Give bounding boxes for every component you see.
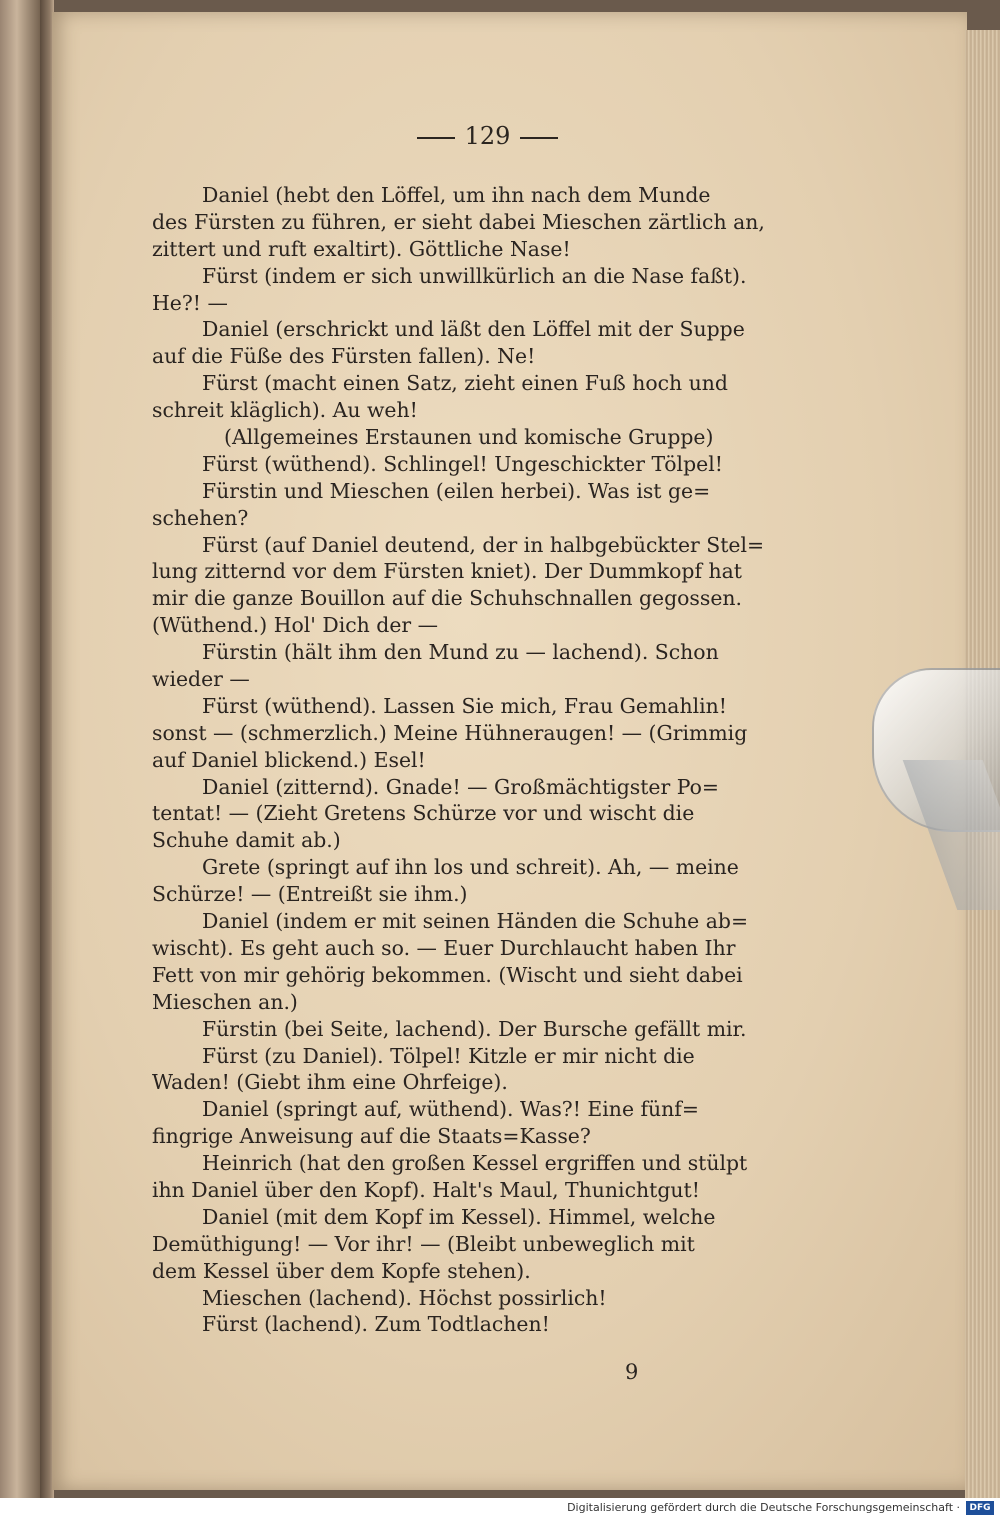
text-line: Fett von mir gehörig bekommen. (Wischt und sieht dabei	[152, 962, 743, 987]
text-line: wischt). Es geht auch so. — Euer Durchlaucht haben Ihr	[152, 935, 736, 960]
text-line: mir die ganze Bouillon auf die Schuhschnallen gegossen.	[152, 586, 743, 611]
text-line: auf die Füße des Fürsten fallen). Ne!	[152, 344, 536, 369]
text-line: Daniel (springt auf, wüthend). Was?! Eine fünf=	[202, 1097, 699, 1122]
text-line: Demüthigung! — Vor ihr! — (Bleibt unbeweglich mit	[152, 1231, 695, 1256]
text-line: Fürst (indem er sich unwillkürlich an die Nase faßt).	[202, 263, 747, 288]
text-line: Schürze! — (Entreißt sie ihm.)	[152, 882, 468, 907]
text-line: Fürstin (bei Seite, lachend). Der Bursche gefällt mir.	[202, 1016, 747, 1041]
text-line: Daniel (erschrickt und läßt den Löffel mit der Suppe	[202, 317, 745, 342]
text-line: des Fürsten zu führen, er sieht dabei Mieschen zärtlich an,	[152, 209, 765, 234]
signature-mark: 9	[625, 1360, 639, 1384]
text-line: Grete (springt auf ihn los und schreit). Ah, — meine	[202, 855, 739, 880]
text-line: schehen?	[152, 505, 249, 530]
ornament-left-icon	[417, 137, 455, 139]
text-line: Fürst (auf Daniel deutend, der in halbgebückter Stel=	[202, 532, 765, 557]
footer-credit: Digitalisierung gefördert durch die Deutsche Forschungsgemeinschaft ·	[567, 1501, 960, 1514]
text-line: ihn Daniel über den Kopf). Halt's Maul, Thunichtgut!	[152, 1177, 700, 1202]
text-line: Mieschen an.)	[152, 989, 298, 1014]
text-line: Fürstin (hält ihm den Mund zu — lachend). Schon	[202, 640, 719, 665]
dfg-logo-icon: DFG	[966, 1501, 994, 1515]
text-line: He?! —	[152, 290, 228, 315]
text-line: schreit kläglich). Au weh!	[152, 398, 418, 423]
text-line: Daniel (hebt den Löffel, um ihn nach dem Munde	[202, 183, 711, 207]
text-line: zittert und ruft exaltirt). Göttliche Nase!	[152, 236, 571, 261]
text-line: Heinrich (hat den großen Kessel ergriffen und stülpt	[202, 1151, 748, 1176]
text-line: tentat! — (Zieht Gretens Schürze vor und wischt die	[152, 801, 695, 826]
text-line: Fürst (lachend). Zum Todtlachen!	[202, 1312, 550, 1337]
text-line: Fürst (wüthend). Schlingel! Ungeschickter Tölpel!	[202, 451, 723, 476]
text-line: auf Daniel blickend.) Esel!	[152, 747, 426, 772]
text-line: Schuhe damit ab.)	[152, 828, 341, 853]
text-line: Fürst (macht einen Satz, zieht einen Fuß hoch und	[202, 371, 728, 396]
text-line: wieder —	[152, 667, 250, 692]
text-line: fingrige Anweisung auf die Staats=Kasse?	[152, 1124, 591, 1149]
text-line: (Wüthend.) Hol' Dich der —	[152, 613, 439, 638]
text-line: sonst — (schmerzlich.) Meine Hühneraugen! — (Grimmig	[152, 720, 748, 745]
text-line: Fürstin und Mieschen (eilen herbei). Was ist ge=	[202, 478, 711, 503]
text-line: dem Kessel über dem Kopfe stehen).	[152, 1258, 531, 1283]
text-line: Daniel (mit dem Kopf im Kessel). Himmel, welche	[202, 1204, 716, 1229]
text-line: (Allgemeines Erstaunen und komische Gruppe)	[224, 425, 714, 450]
text-line: Daniel (indem er mit seinen Händen die Schuhe ab=	[202, 909, 749, 934]
facing-page-edge	[0, 0, 42, 1498]
text-line: Daniel (zitternd). Gnade! — Großmächtigster Po=	[202, 774, 719, 799]
ornament-right-icon	[520, 137, 558, 139]
text-line: lung zitternd vor dem Fürsten kniet). Der Dummkopf hat	[152, 559, 742, 584]
text-line: Mieschen (lachend). Höchst possirlich!	[202, 1285, 607, 1310]
page-text	[152, 182, 812, 1338]
page-header	[395, 122, 580, 156]
text-line: Fürst (zu Daniel). Tölpel! Kitzle er mir nicht die	[202, 1043, 695, 1068]
text-line: Fürst (wüthend). Lassen Sie mich, Frau Gemahlin!	[202, 693, 727, 718]
text-line: Waden! (Giebt ihm eine Ohrfeige).	[152, 1070, 508, 1095]
page-number: 129	[464, 122, 511, 150]
